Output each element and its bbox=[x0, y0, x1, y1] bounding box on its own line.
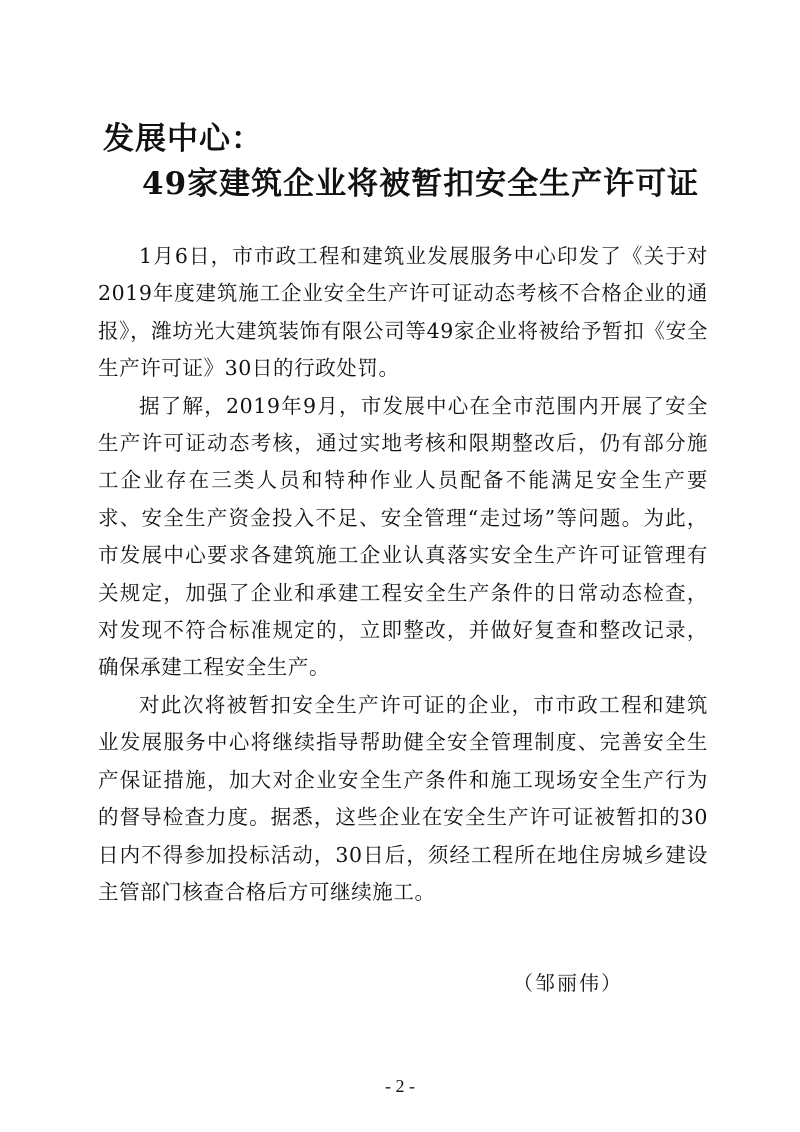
page-title: 49家建筑企业将被暂扣安全生产许可证 bbox=[142, 166, 700, 202]
article-body bbox=[98, 238, 708, 911]
author-signature: （邹丽伟） bbox=[513, 971, 623, 995]
page-number: - 2 - bbox=[385, 1076, 415, 1096]
paragraph-2: 据了解，2019年9月，市发展中心在全市范围内开展了安全生产许可证动态考核，通过实地考核和限期整改后，仍有部分施工企业存在三类人员和特种作业人员配备不能满足安全生产要求、安全生产资金投入不足、安全管理“走过场”等问题。为此，市发展中心要求各建筑施工企业认真落实安全生产许可证管理有关规定，加强了企业和承建工程安全生产条件的日常动态检查，对发现不符合标准规定的，立即整改，并做好复查和整改记录，确保承建工程安全生产。 bbox=[98, 393, 708, 680]
title-line-1: 发展中心： bbox=[103, 121, 263, 157]
paragraph-1: 1月6日，市市政工程和建筑业发展服务中心印发了《关于对2019年度建筑施工企业安全生产许可证动态考核不合格企业的通报》，潍坊光大建筑装饰有限公司等49家企业将被给予暂扣《安全生产许可证》30日的行政处罚。 bbox=[98, 244, 708, 381]
paragraph-3: 对此次将被暂扣安全生产许可证的企业，市市政工程和建筑业发展服务中心将继续指导帮助健全安全管理制度、完善安全生产保证措施，加大对企业安全生产条件和施工现场安全生产行为的督导检查力度。据悉，这些企业在安全生产许可证被暂扣的30日内不得参加投标活动，30日后，须经工程所在地住房城乡建设主管部门核查合格后方可继续施工。 bbox=[98, 692, 708, 904]
